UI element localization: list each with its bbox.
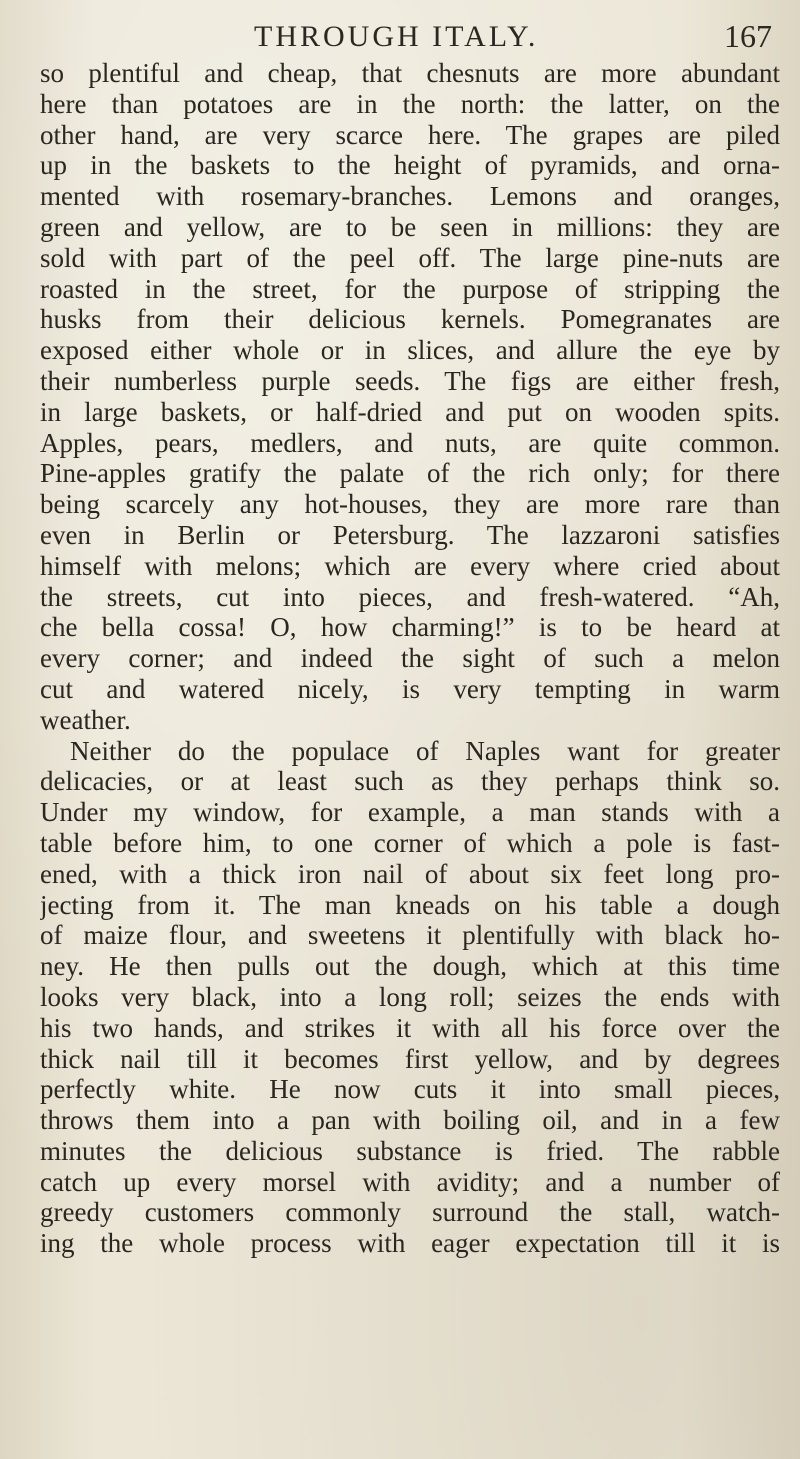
text-line: exposed either whole or in slices, and allure the eye by — [40, 335, 780, 366]
text-line: minutes the delicious substance is fried. The rabble — [40, 1135, 780, 1166]
text-line: cut and watered nicely, is very tempting in warm — [40, 673, 780, 704]
text-line: delicacies, or at least such as they perhaps think so. — [40, 766, 780, 797]
text-line: every corner; and indeed the sight of such a melon — [40, 643, 780, 674]
paragraph-end-line: weather. — [40, 704, 131, 735]
text-line: husks from their delicious kernels. Pomegranates are — [40, 304, 780, 335]
text-line: other hand, are very scarce here. The grapes are piled — [40, 119, 780, 150]
text-line: thick nail till it becomes first yellow, and by degrees — [40, 1043, 780, 1074]
text-line: roasted in the street, for the purpose of stripping the — [40, 273, 780, 304]
text-line: throws them into a pan with boiling oil, and in a few — [40, 1105, 780, 1136]
text-line: Apples, pears, medlers, and nuts, are quite common. — [40, 427, 780, 458]
text-line: Under my window, for example, a man stands with a — [40, 797, 780, 828]
paragraph-start-line: Neither do the populace of Naples want for greater — [70, 735, 780, 766]
text-line: ney. He then pulls out the dough, which at this time — [40, 951, 780, 982]
text-line: ened, with a thick iron nail of about six feet long pro- — [40, 858, 780, 889]
running-header — [0, 20, 800, 60]
text-line: table before him, to one corner of which a pole is fast- — [40, 827, 780, 858]
text-line: their numberless purple seeds. The figs are either fresh, — [40, 365, 780, 396]
text-line: ing the whole process with eager expectation till it is — [40, 1228, 780, 1259]
text-line: greedy customers commonly surround the stall, watch- — [40, 1197, 780, 1228]
text-line: mented with rosemary-branches. Lemons and oranges, — [40, 181, 780, 212]
text-line: of maize flour, and sweetens it plentifully with black ho- — [40, 920, 780, 951]
text-line: even in Berlin or Petersburg. The lazzaroni satisfies — [40, 519, 780, 550]
text-line: jecting from it. The man kneads on his table a dough — [40, 889, 780, 920]
text-line: his two hands, and strikes it with all his force over the — [40, 1012, 780, 1043]
text-line: perfectly white. He now cuts it into small pieces, — [40, 1074, 780, 1105]
text-line: catch up every morsel with avidity; and a number of — [40, 1166, 780, 1197]
text-line: Pine-apples gratify the palate of the rich only; for there — [40, 458, 780, 489]
text-line: being scarcely any hot-houses, they are more rare than — [40, 489, 780, 520]
text-line: sold with part of the peel off. The large pine-nuts are — [40, 242, 780, 273]
text-line: green and yellow, are to be seen in millions: they are — [40, 211, 780, 242]
text-line: up in the baskets to the height of pyramids, and orna- — [40, 150, 780, 181]
text-line: here than potatoes are in the north: the latter, on the — [40, 88, 780, 119]
text-line: the streets, cut into pieces, and fresh-watered. “Ah, — [40, 581, 780, 612]
text-line: in large baskets, or half-dried and put on wooden spits. — [40, 396, 780, 427]
text-line: che bella cossa! O, how charming!” is to be heard at — [40, 612, 780, 643]
text-line: so plentiful and cheap, that chesnuts are more abundant — [40, 58, 780, 88]
page-number: 167 — [724, 18, 772, 54]
running-title: THROUGH ITALY. — [254, 20, 539, 53]
text-line: looks very black, into a long roll; seizes the ends with — [40, 981, 780, 1012]
body-text — [40, 58, 780, 1259]
text-line: himself with melons; which are every where cried about — [40, 550, 780, 581]
